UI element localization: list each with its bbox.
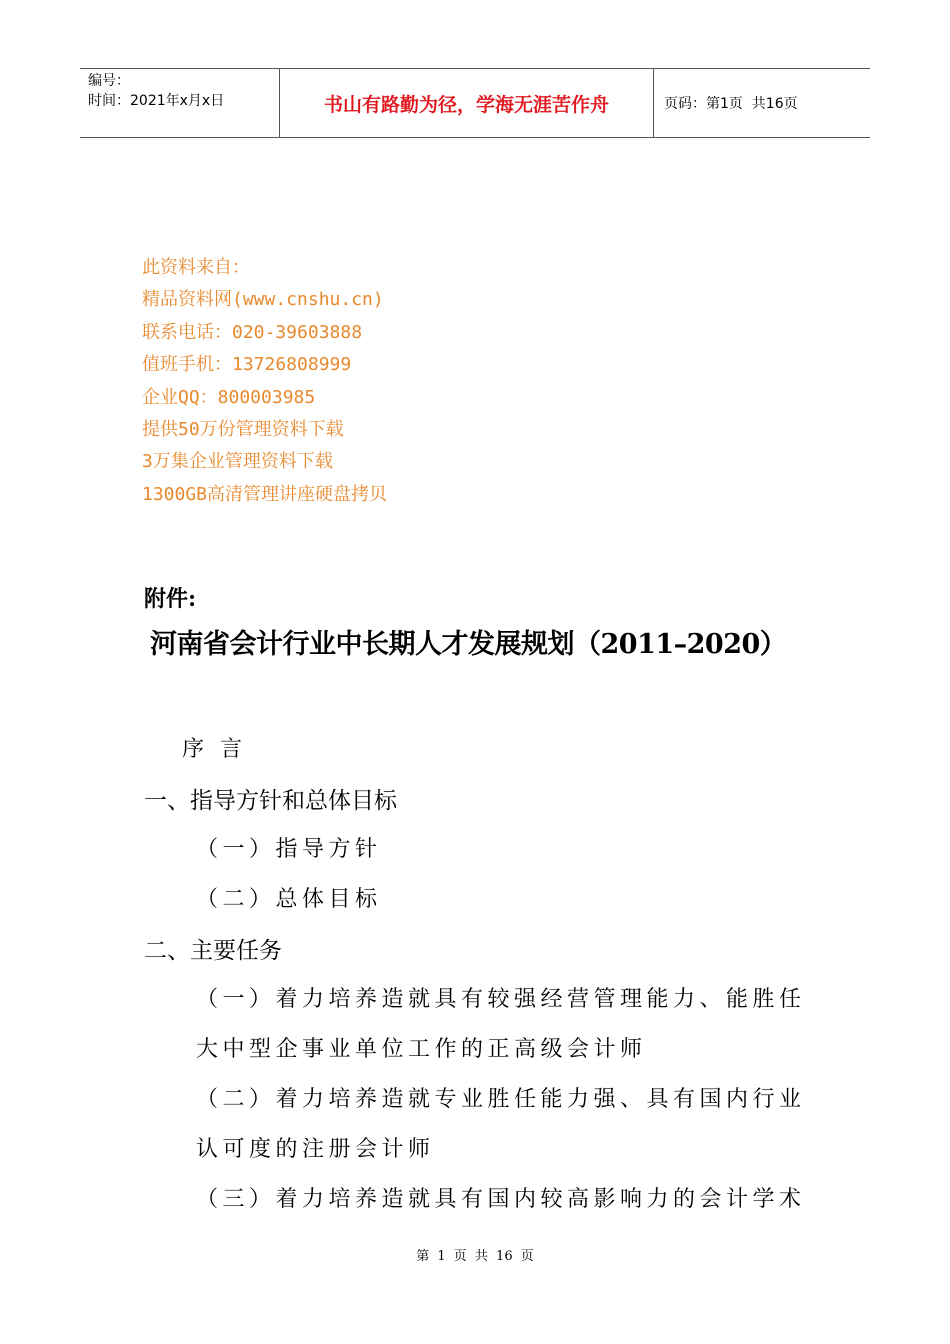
attachment-label: 附件: xyxy=(144,586,197,612)
toc-section-2-2-cont: 认可度的注册会计师 xyxy=(196,1137,435,1162)
time-label: 时间：2021年x月x日 xyxy=(88,93,225,109)
source-line: 3万集企业管理资料下载 xyxy=(142,451,333,473)
toc-preface: 序 言 xyxy=(182,737,247,762)
source-line: 值班手机：13726808999 xyxy=(142,354,352,376)
source-line: 联系电话：020-39603888 xyxy=(142,321,363,343)
header-table xyxy=(80,68,870,138)
source-line: 企业QQ：800003985 xyxy=(142,386,316,408)
toc-section-2-2: （二）着力培养造就专业胜任能力强、具有国内行业 xyxy=(196,1087,806,1112)
toc-section-2-3: （三）着力培养造就具有国内较高影响力的会计学术 xyxy=(196,1187,806,1212)
source-line: 1300GB高清管理讲座硬盘拷贝 xyxy=(142,483,388,505)
source-line: 此资料来自： xyxy=(142,257,250,278)
toc-section-1: 一、指导方针和总体目标 xyxy=(144,788,397,814)
header-page-info: 页码：第1页 共16页 xyxy=(664,96,798,112)
source-line: 精品资料网(www.cnshu.cn) xyxy=(142,289,384,311)
toc-section-2-1-cont: 大中型企事业单位工作的正高级会计师 xyxy=(196,1037,647,1062)
document-title: 河南省会计行业中长期人才发展规划（2011–2020） xyxy=(150,629,787,660)
number-label: 编号： xyxy=(88,73,130,89)
page-footer: 第 1 页 共 16 页 xyxy=(416,1249,534,1264)
toc-section-1-2: （二）总体目标 xyxy=(196,887,382,912)
toc-section-2-1: （一）着力培养造就具有较强经营管理能力、能胜任 xyxy=(196,987,806,1012)
toc-section-1-1: （一）指导方针 xyxy=(196,837,382,862)
source-info-block xyxy=(142,252,387,511)
toc-section-2: 二、主要任务 xyxy=(144,938,282,964)
source-line: 提供50万份管理资料下载 xyxy=(142,419,344,441)
header-meta-cell xyxy=(80,69,280,137)
header-page-info-cell xyxy=(654,69,870,137)
header-motto: 书山有路勤为径，学海无涯苦作舟 xyxy=(280,69,654,137)
